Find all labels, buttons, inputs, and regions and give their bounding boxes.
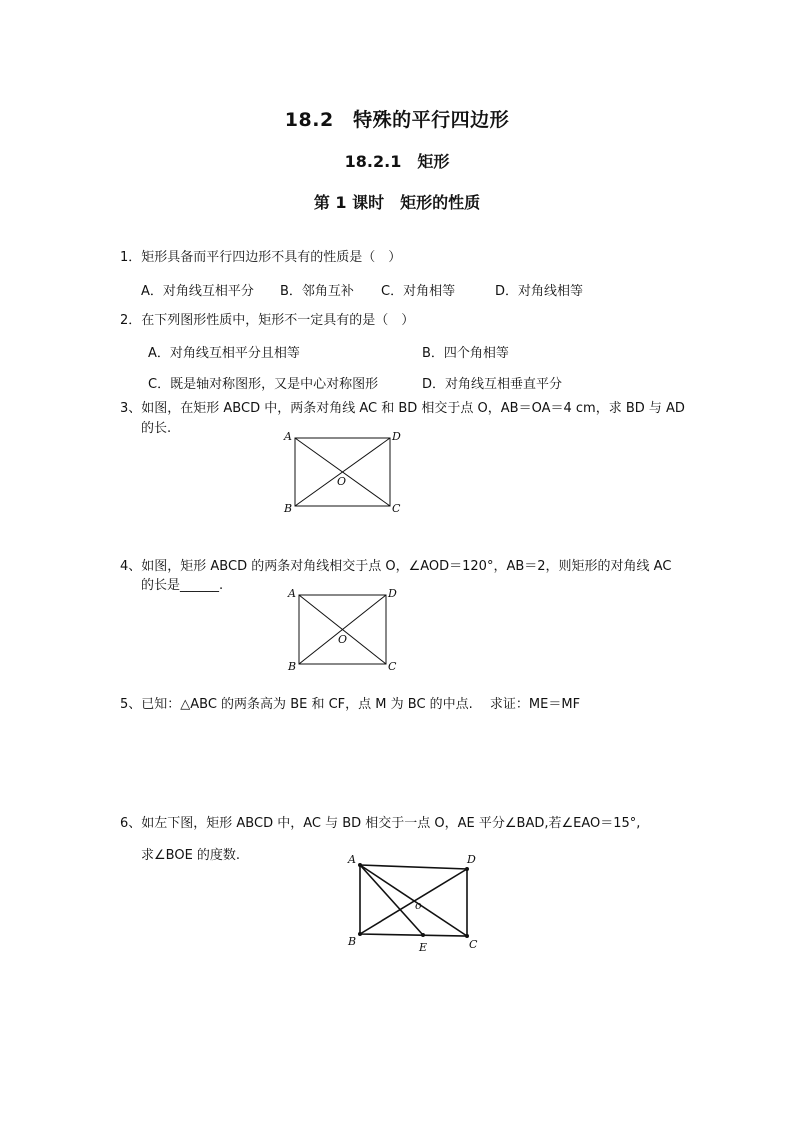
center-label-o: O [338, 633, 348, 646]
question-4-line-2: 的长是______. [141, 578, 224, 593]
vertex-label-a: A [288, 587, 296, 600]
point-b [358, 932, 362, 936]
question-2-stem: 2．在下列图形性质中，矩形不一定具有的是（ ） [120, 313, 415, 328]
question-4-rectangle-figure [284, 585, 409, 675]
vertex-label-b: B [284, 502, 293, 515]
question-4-line-1: 4、如图，矩形 ABCD 的两条对角线相交于点 O，∠AOD＝120°，AB＝2，则矩形的对角线 AC [120, 559, 672, 574]
point-e [421, 933, 425, 937]
question-1-option-c: C．对角相等 [381, 284, 456, 299]
vertex-label-d: D [388, 587, 397, 600]
vertex-label-d: D [467, 853, 476, 866]
vertex-label-a: A [284, 430, 292, 443]
question-1-stem: 1．矩形具备而平行四边形不具有的性质是（ ） [120, 250, 402, 265]
page-title: 18.2 特殊的平行四边形 [284, 109, 510, 131]
question-6-rectangle-figure [340, 845, 490, 957]
point-label-e: E [419, 941, 428, 954]
question-3-line-1: 3、如图，在矩形 ABCD 中，两条对角线 AC 和 BD 相交于点 O，AB＝OA＝4 cm，求 BD 与 AD [120, 401, 685, 416]
question-2-option-c: C．既是轴对称图形，又是中心对称图形 [148, 377, 379, 392]
question-6-line-2: 求∠BOE 的度数. [141, 848, 241, 863]
question-2-option-a: A．对角线互相平分且相等 [148, 346, 300, 361]
point-a [358, 863, 362, 867]
vertex-label-a: A [348, 853, 356, 866]
point-d [465, 867, 469, 871]
question-1-option-b: B．邻角互补 [280, 284, 354, 299]
question-2-option-d: D．对角线互相垂直平分 [422, 377, 563, 392]
question-3-rectangle-figure [280, 428, 405, 518]
question-1-option-d: D．对角线相等 [495, 284, 584, 299]
center-label-o: O [337, 475, 347, 488]
vertex-label-c: C [388, 660, 397, 673]
vertex-label-b: B [348, 935, 357, 948]
question-2-option-b: B．四个角相等 [422, 346, 509, 361]
lesson-title: 第 1 课时 矩形的性质 [313, 193, 481, 212]
question-1-option-a: A．对角线互相平分 [141, 284, 254, 299]
question-5-text: 5、已知：△ABC 的两条高为 BE 和 CF，点 M 为 BC 的中点. 求证：ME＝MF [120, 697, 581, 712]
center-label-o: o [415, 899, 422, 912]
vertex-label-c: C [392, 502, 401, 515]
section-title: 18.2.1 矩形 [344, 152, 450, 171]
vertex-label-d: D [392, 430, 401, 443]
question-6-line-1: 6、如左下图，矩形 ABCD 中，AC 与 BD 相交于一点 O，AE 平分∠BAD,若∠EAO＝15°, [120, 816, 641, 831]
vertex-label-c: C [469, 938, 478, 951]
vertex-label-b: B [288, 660, 297, 673]
question-3-line-2: 的长. [141, 421, 172, 436]
